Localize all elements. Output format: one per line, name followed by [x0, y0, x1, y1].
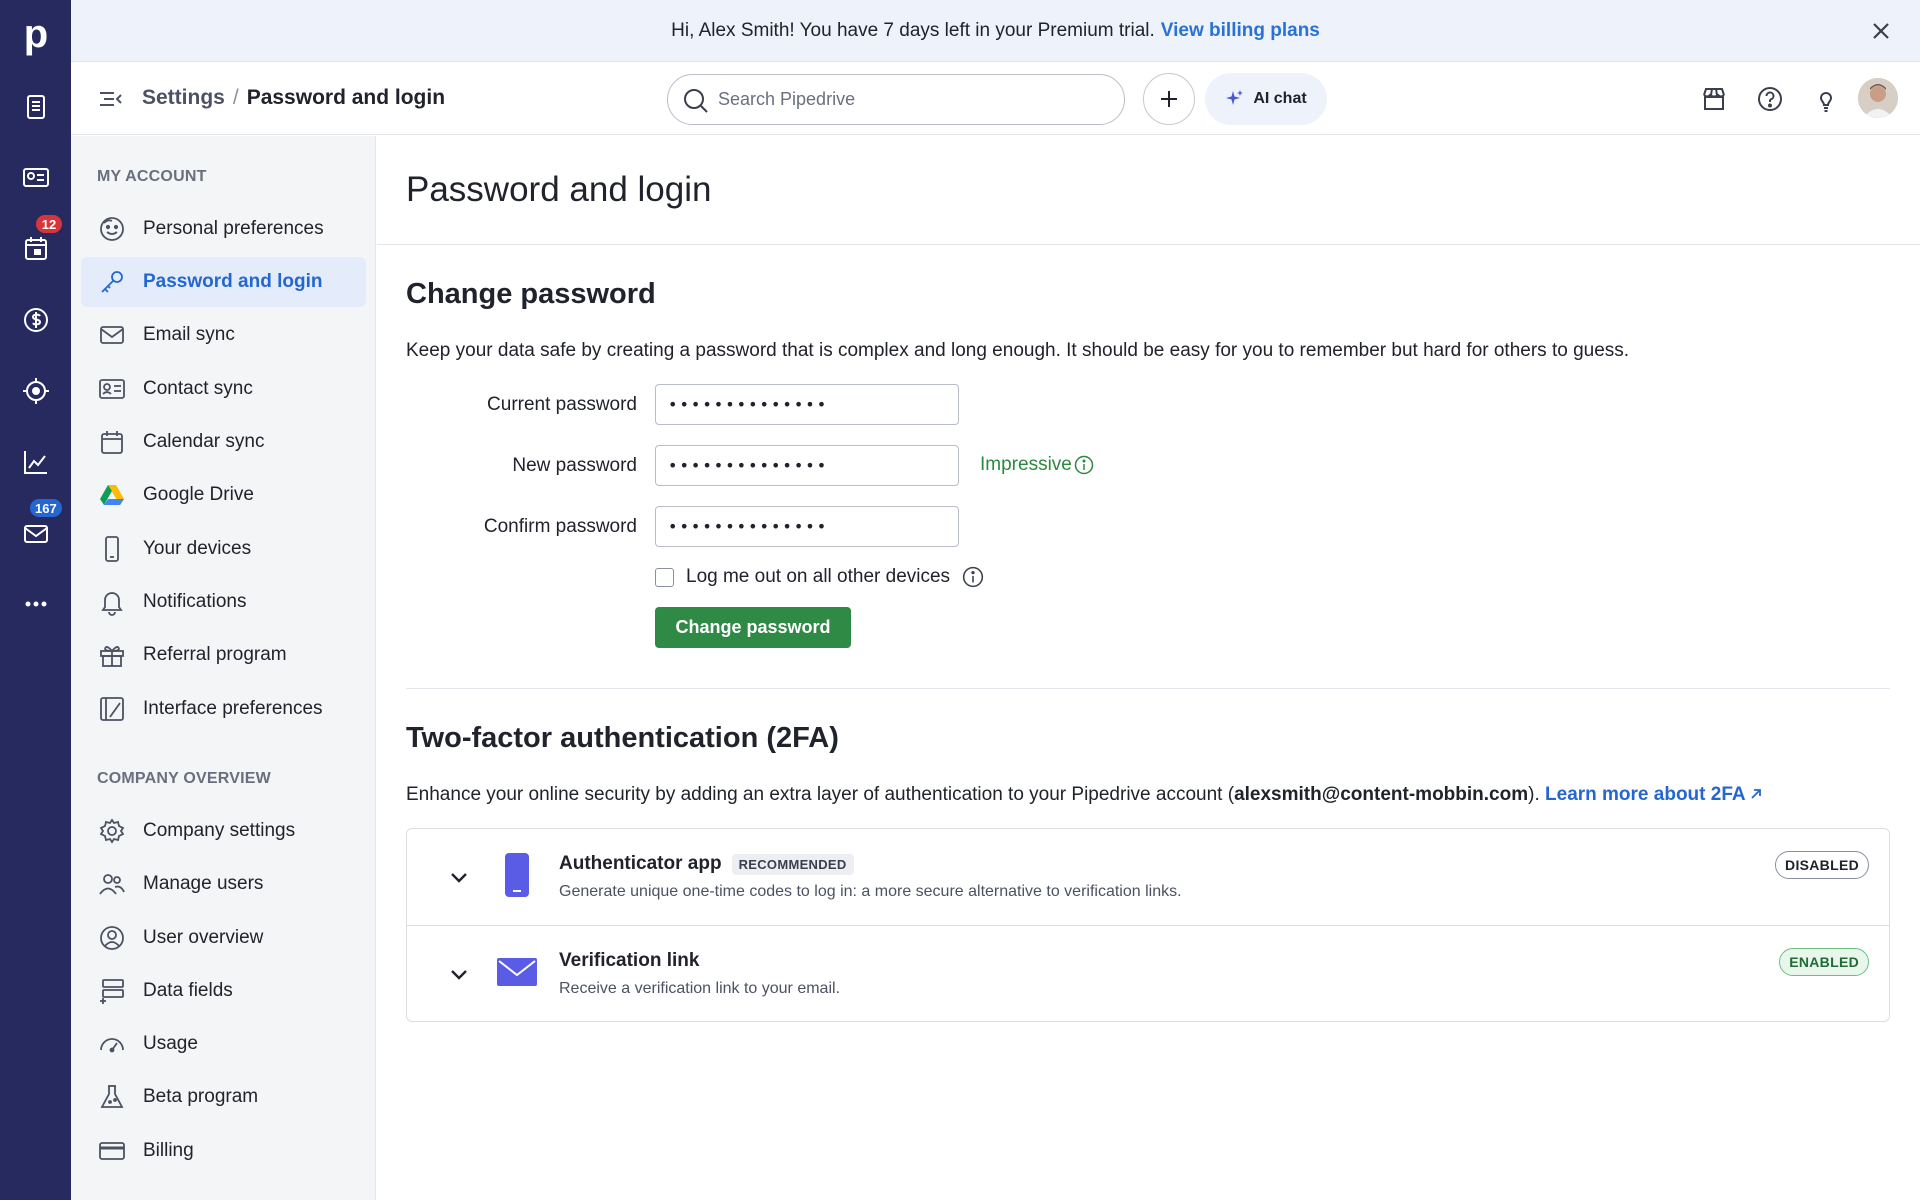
help-button[interactable] [1754, 83, 1786, 115]
menu-collapse-button[interactable] [95, 84, 125, 114]
new-password-label: New password [512, 455, 637, 476]
gear-icon [98, 817, 126, 845]
status-badge: ENABLED [1779, 948, 1869, 976]
rail-deals-button[interactable] [0, 295, 71, 345]
target-icon [21, 376, 51, 406]
sidebar-item-label: User overview [143, 927, 264, 948]
recommended-badge: RECOMMENDED [732, 854, 854, 875]
twofa-title: Two-factor authentication (2FA) [406, 722, 839, 754]
data-fields-icon [98, 977, 126, 1005]
trial-banner-text: Hi, Alex Smith! You have 7 days left in your Premium trial. [671, 19, 1155, 41]
users-icon [98, 870, 126, 898]
verification-link-description: Receive a verification link to your email. [559, 980, 841, 997]
marketplace-button[interactable] [1698, 83, 1730, 115]
change-password-description: Keep your data safe by creating a password that is complex and long enough. It should be easy for you to remember but hard for others to guess. [406, 340, 1630, 361]
ideas-button[interactable] [1810, 83, 1842, 115]
sidebar-item-company-settings[interactable] [81, 806, 366, 856]
change-password-button[interactable]: Change password [655, 607, 851, 648]
sidebar-item-label: Contact sync [143, 378, 253, 399]
twofa-description-prefix: Enhance your online security by adding an extra layer of authentication to your Pipedrive account ( [406, 784, 1235, 805]
new-password-field[interactable]: •••••••••••••• [655, 445, 959, 486]
rail-more-button[interactable] [0, 579, 71, 629]
sidebar-item-label: Manage users [143, 873, 264, 894]
bell-icon [98, 588, 126, 616]
logout-all-devices-label[interactable]: Log me out on all other devices [686, 566, 951, 587]
gauge-icon [98, 1030, 126, 1058]
sidebar-item-referral-program[interactable] [81, 630, 366, 680]
verification-link-icon [493, 948, 541, 996]
sidebar-item-label: Personal preferences [143, 218, 324, 239]
my-account-heading: MY ACCOUNT [97, 168, 207, 185]
divider [406, 688, 1890, 689]
sidebar-item-label: Password and login [143, 271, 323, 292]
chart-icon [21, 447, 51, 477]
authenticator-app-icon [493, 851, 541, 899]
external-link-icon [1750, 788, 1762, 800]
sidebar-item-data-fields[interactable] [81, 966, 366, 1016]
mail-icon [21, 518, 51, 548]
store-icon [1700, 85, 1728, 113]
ai-chat-button[interactable] [1205, 73, 1327, 125]
rail-insights-button[interactable] [0, 437, 71, 487]
expand-verification-link-button[interactable] [443, 958, 475, 990]
pipedrive-logo[interactable]: p [23, 11, 49, 56]
change-password-title: Change password [406, 278, 656, 310]
sidebar-item-label: Billing [143, 1140, 194, 1161]
rail-contacts-button[interactable] [0, 152, 71, 202]
flask-icon [98, 1083, 126, 1111]
plus-icon [1158, 88, 1180, 110]
mail-count-badge: 167 [30, 499, 62, 517]
learn-more-2fa-label: Learn more about 2FA [1545, 784, 1745, 805]
learn-more-2fa-link[interactable] [1545, 784, 1762, 805]
user-avatar-image [1858, 78, 1898, 118]
divider [377, 244, 1920, 245]
verification-link-title [559, 950, 699, 972]
current-password-field[interactable]: •••••••••••••• [655, 384, 959, 425]
envelope-icon [98, 321, 126, 349]
sidebar-item-label: Usage [143, 1033, 198, 1054]
sidebar-item-manage-users[interactable] [81, 859, 366, 909]
mobile-phone-icon [502, 852, 532, 898]
more-dots-icon [21, 589, 51, 619]
search-input[interactable] [718, 89, 1078, 110]
sidebar-item-password-and-login[interactable] [81, 257, 366, 307]
sidebar-item-interface-preferences[interactable] [81, 684, 366, 734]
interface-icon [98, 695, 126, 723]
sidebar-item-email-sync[interactable] [81, 310, 366, 360]
search-icon [682, 87, 710, 115]
twofa-description-suffix: ). [1528, 784, 1540, 805]
main-content [377, 136, 1920, 1200]
search-box [667, 74, 1125, 125]
contact-card-icon [98, 375, 126, 403]
rail-campaigns-button[interactable] [0, 366, 71, 416]
sidebar-item-billing[interactable] [81, 1126, 366, 1176]
gift-icon [98, 641, 126, 669]
app-rail [0, 0, 71, 1200]
google-drive-icon [98, 481, 126, 509]
sidebar-item-label: Email sync [143, 324, 235, 345]
rail-activities-button[interactable] [0, 223, 71, 273]
status-badge: DISABLED [1775, 851, 1869, 879]
user-avatar[interactable] [1858, 78, 1898, 118]
current-password-label: Current password [487, 394, 637, 415]
sparkle-icon [1225, 89, 1245, 109]
ai-chat-label: AI chat [1253, 90, 1307, 107]
sidebar-item-beta-program[interactable] [81, 1072, 366, 1122]
method-title: Authenticator app [559, 853, 722, 874]
company-overview-heading: COMPANY OVERVIEW [97, 770, 271, 787]
confirm-password-label: Confirm password [483, 516, 637, 537]
breadcrumb [142, 86, 445, 110]
phone-icon [98, 535, 126, 563]
envelope-icon [495, 955, 539, 989]
account-email: alexsmith@content-mobbin.com [1234, 784, 1529, 805]
settings-sidebar [71, 136, 376, 1200]
activities-count-badge: 12 [36, 215, 62, 233]
sidebar-item-calendar-sync[interactable] [81, 417, 366, 467]
chevron-down-icon [448, 866, 470, 888]
page-title: Password and login [406, 170, 712, 209]
sidebar-item-personal-preferences[interactable] [81, 204, 366, 254]
quick-add-button[interactable] [1143, 73, 1195, 125]
sidebar-item-label: Notifications [143, 591, 247, 612]
trial-banner [71, 0, 1920, 62]
smiley-icon [98, 215, 126, 243]
sidebar-item-label: Beta program [143, 1086, 259, 1107]
method-title: Verification link [559, 950, 700, 971]
top-header [71, 62, 1920, 135]
sidebar-item-your-devices[interactable] [81, 524, 366, 574]
sidebar-item-label: Your devices [143, 538, 252, 559]
authenticator-app-title [559, 853, 854, 875]
sidebar-item-label: Referral program [143, 644, 287, 665]
authenticator-app-row [407, 829, 1889, 925]
credit-card-icon [98, 1137, 126, 1165]
info-icon[interactable] [1074, 455, 1094, 475]
chevron-down-icon [448, 963, 470, 985]
password-strength-label: Impressive [980, 454, 1072, 475]
key-icon [98, 268, 126, 296]
logout-all-devices-checkbox[interactable] [655, 568, 674, 587]
calendar-icon [21, 233, 51, 263]
password-strength [980, 454, 1094, 476]
sidebar-item-label: Company settings [143, 820, 296, 841]
sidebar-item-contact-sync[interactable] [81, 364, 366, 414]
user-circle-icon [98, 924, 126, 952]
banner-close-button[interactable] [1866, 16, 1896, 46]
breadcrumb-settings-link[interactable]: Settings [142, 86, 225, 109]
expand-authenticator-button[interactable] [443, 861, 475, 893]
sidebar-item-label: Data fields [143, 980, 233, 1001]
menu-collapse-icon [95, 84, 125, 114]
view-billing-plans-link[interactable]: View billing plans [1160, 19, 1320, 41]
twofa-methods [406, 828, 1890, 1022]
sidebar-item-usage[interactable] [81, 1019, 366, 1069]
sidebar-item-user-overview[interactable] [81, 913, 366, 963]
rail-leads-button[interactable] [0, 82, 71, 132]
authenticator-app-description: Generate unique one-time codes to log in: a more secure alternative to verification links. [559, 883, 1182, 900]
breadcrumb-separator: / [232, 86, 239, 109]
help-icon [1756, 85, 1784, 113]
leads-inbox-icon [21, 92, 51, 122]
logout-all-devices-row [655, 566, 984, 588]
sidebar-item-notifications[interactable] [81, 577, 366, 627]
sidebar-item-google-drive[interactable] [81, 470, 366, 520]
breadcrumb-current: Password and login [246, 86, 446, 109]
twofa-description [406, 784, 1762, 806]
sidebar-item-label: Calendar sync [143, 431, 265, 452]
verification-link-row [407, 925, 1889, 1021]
lightbulb-icon [1812, 85, 1840, 113]
close-icon [1871, 21, 1891, 41]
confirm-password-field[interactable]: •••••••••••••• [655, 506, 959, 547]
calendar-icon [98, 428, 126, 456]
dollar-icon [21, 305, 51, 335]
info-icon[interactable] [962, 566, 984, 588]
sidebar-item-label: Interface preferences [143, 698, 323, 719]
contacts-icon [21, 162, 51, 192]
sidebar-item-label: Google Drive [143, 484, 254, 505]
